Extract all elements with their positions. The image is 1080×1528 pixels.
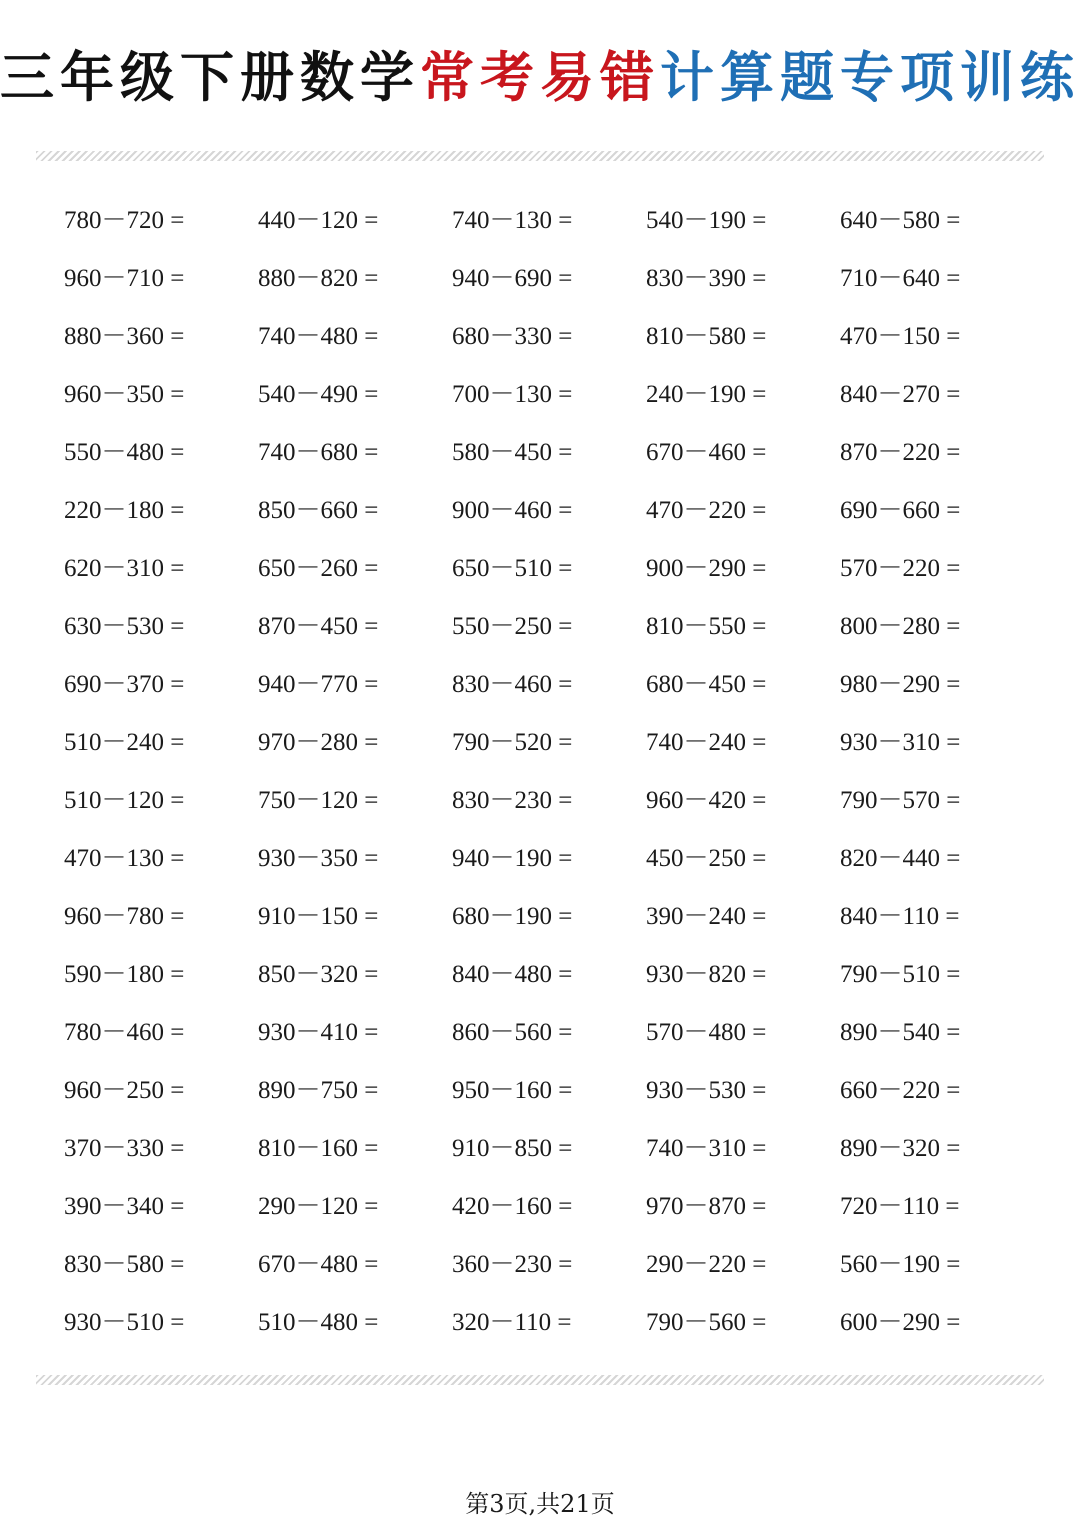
problem-item: 820－440 = <box>840 845 961 872</box>
problem-item: 850－660 = <box>258 497 379 524</box>
problem-item: 650－260 = <box>258 555 379 582</box>
page-title <box>0 38 1080 118</box>
problem-item: 780－460 = <box>64 1019 185 1046</box>
problem-item: 720－110 = <box>840 1193 960 1220</box>
bottom-divider <box>36 1375 1044 1385</box>
problem-item: 570－480 = <box>646 1019 767 1046</box>
page-number: 第3页,共21页 <box>465 1490 615 1518</box>
problem-item: 870－450 = <box>258 613 379 640</box>
problem-item: 740－130 = <box>452 207 573 234</box>
problem-item: 740－680 = <box>258 439 379 466</box>
problem-item: 700－130 = <box>452 381 573 408</box>
problem-item: 800－280 = <box>840 613 961 640</box>
problem-item: 930－410 = <box>258 1019 379 1046</box>
problem-item: 550－480 = <box>64 439 185 466</box>
problem-item: 440－120 = <box>258 207 379 234</box>
problem-item: 680－330 = <box>452 323 573 350</box>
problem-item: 660－220 = <box>840 1077 961 1104</box>
problem-item: 930－820 = <box>646 961 767 988</box>
problem-item: 390－240 = <box>646 903 767 930</box>
problem-item: 690－660 = <box>840 497 961 524</box>
title-part-grade: 三年级下册数学 <box>0 46 420 109</box>
problem-item: 450－250 = <box>646 845 767 872</box>
problem-item: 680－450 = <box>646 671 767 698</box>
problem-item: 930－510 = <box>64 1309 185 1336</box>
problem-item: 910－150 = <box>258 903 379 930</box>
problem-item: 390－340 = <box>64 1193 185 1220</box>
problem-item: 980－290 = <box>840 671 961 698</box>
problem-item: 790－570 = <box>840 787 961 814</box>
problem-item: 740－310 = <box>646 1135 767 1162</box>
problem-item: 630－530 = <box>64 613 185 640</box>
problem-item: 550－250 = <box>452 613 573 640</box>
problem-item: 930－530 = <box>646 1077 767 1104</box>
problem-item: 960－710 = <box>64 265 185 292</box>
problem-item: 960－350 = <box>64 381 185 408</box>
problem-item: 740－480 = <box>258 323 379 350</box>
problem-item: 940－190 = <box>452 845 573 872</box>
problem-item: 950－160 = <box>452 1077 573 1104</box>
problem-item: 220－180 = <box>64 497 185 524</box>
problem-item: 860－560 = <box>452 1019 573 1046</box>
problem-item: 890－320 = <box>840 1135 961 1162</box>
problem-item: 930－310 = <box>840 729 961 756</box>
problem-item: 360－230 = <box>452 1251 573 1278</box>
problem-item: 580－450 = <box>452 439 573 466</box>
problem-item: 870－220 = <box>840 439 961 466</box>
problem-item: 650－510 = <box>452 555 573 582</box>
problem-item: 900－460 = <box>452 497 573 524</box>
problem-item: 680－190 = <box>452 903 573 930</box>
problem-item: 830－580 = <box>64 1251 185 1278</box>
problem-item: 890－540 = <box>840 1019 961 1046</box>
problem-item: 420－160 = <box>452 1193 573 1220</box>
title-part-common-errors: 常考易错 <box>420 46 660 109</box>
problem-item: 540－190 = <box>646 207 767 234</box>
problem-item: 790－560 = <box>646 1309 767 1336</box>
problem-item: 690－370 = <box>64 671 185 698</box>
problem-item: 740－240 = <box>646 729 767 756</box>
problem-item: 960－780 = <box>64 903 185 930</box>
problem-item: 930－350 = <box>258 845 379 872</box>
problem-item: 970－870 = <box>646 1193 767 1220</box>
problem-item: 710－640 = <box>840 265 961 292</box>
problem-item: 320－110 = <box>452 1309 572 1336</box>
problem-item: 810－550 = <box>646 613 767 640</box>
problem-item: 790－510 = <box>840 961 961 988</box>
problem-item: 910－850 = <box>452 1135 573 1162</box>
problem-item: 810－160 = <box>258 1135 379 1162</box>
problem-item: 880－360 = <box>64 323 185 350</box>
problem-item: 560－190 = <box>840 1251 961 1278</box>
problem-item: 540－490 = <box>258 381 379 408</box>
problem-item: 670－460 = <box>646 439 767 466</box>
problem-item: 590－180 = <box>64 961 185 988</box>
problem-item: 240－190 = <box>646 381 767 408</box>
problem-item: 970－280 = <box>258 729 379 756</box>
problem-item: 290－120 = <box>258 1193 379 1220</box>
problem-item: 640－580 = <box>840 207 961 234</box>
problem-item: 960－420 = <box>646 787 767 814</box>
problem-item: 830－460 = <box>452 671 573 698</box>
problem-item: 940－690 = <box>452 265 573 292</box>
problem-item: 890－750 = <box>258 1077 379 1104</box>
top-divider <box>36 151 1044 161</box>
problem-item: 900－290 = <box>646 555 767 582</box>
problem-item: 790－520 = <box>452 729 573 756</box>
problem-item: 850－320 = <box>258 961 379 988</box>
problem-item: 830－230 = <box>452 787 573 814</box>
problem-item: 670－480 = <box>258 1251 379 1278</box>
problem-item: 840－270 = <box>840 381 961 408</box>
problem-item: 470－130 = <box>64 845 185 872</box>
problem-item: 620－310 = <box>64 555 185 582</box>
problem-item: 470－220 = <box>646 497 767 524</box>
problem-item: 470－150 = <box>840 323 961 350</box>
problem-item: 810－580 = <box>646 323 767 350</box>
problem-item: 750－120 = <box>258 787 379 814</box>
problem-grid <box>64 192 1044 1352</box>
problem-item: 960－250 = <box>64 1077 185 1104</box>
problem-item: 840－480 = <box>452 961 573 988</box>
problem-item: 780－720 = <box>64 207 185 234</box>
problem-item: 830－390 = <box>646 265 767 292</box>
problem-item: 370－330 = <box>64 1135 185 1162</box>
problem-item: 290－220 = <box>646 1251 767 1278</box>
problem-item: 940－770 = <box>258 671 379 698</box>
problem-item: 880－820 = <box>258 265 379 292</box>
problem-item: 840－110 = <box>840 903 960 930</box>
problem-item: 510－120 = <box>64 787 185 814</box>
problem-item: 570－220 = <box>840 555 961 582</box>
problem-item: 510－480 = <box>258 1309 379 1336</box>
problem-item: 510－240 = <box>64 729 185 756</box>
problem-item: 600－290 = <box>840 1309 961 1336</box>
title-part-calculation-training: 计算题专项训练 <box>660 46 1080 109</box>
